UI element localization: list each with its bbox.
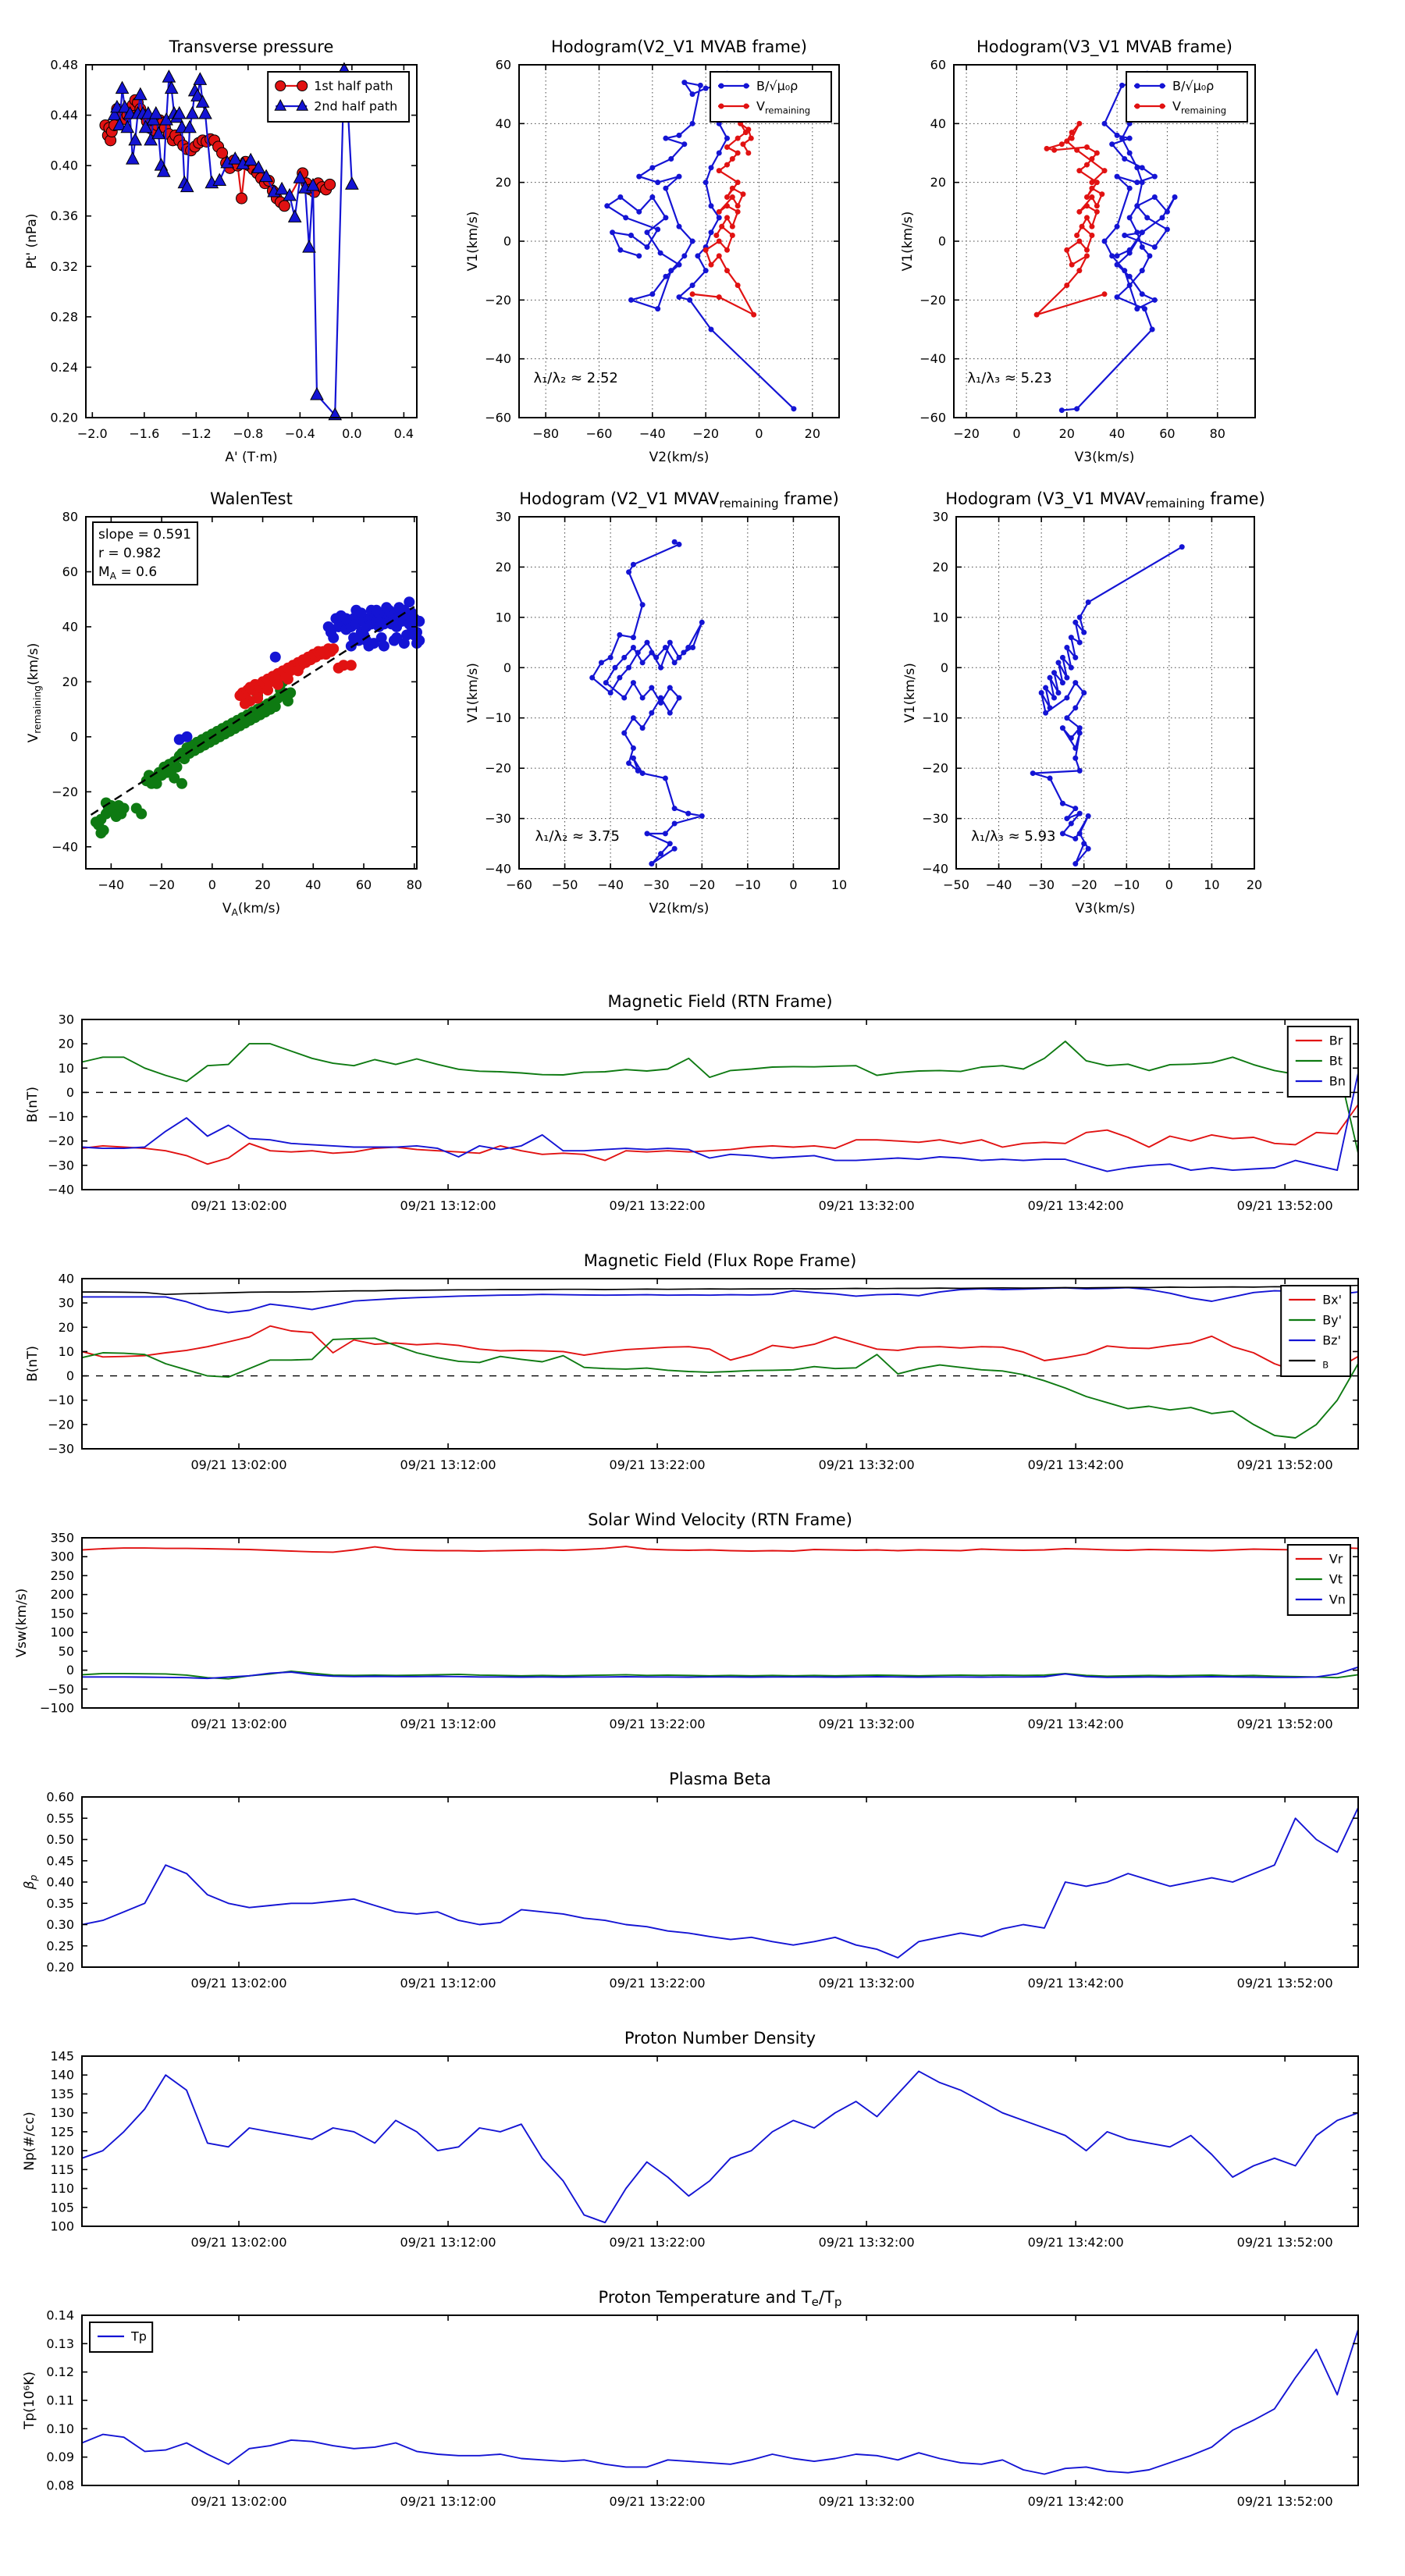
y-tick-label: 0.40 — [46, 1874, 74, 1890]
x-tick-label: 20 — [254, 877, 271, 892]
x-tick-label: 0 — [1165, 877, 1173, 892]
y-tick-label: −50 — [48, 1681, 74, 1697]
x-tick-label: −10 — [1113, 877, 1140, 892]
y-tick-label: 0.20 — [46, 1959, 74, 1975]
x-tick-label: 09/21 13:52:00 — [1236, 1457, 1333, 1472]
chart-title: Solar Wind Velocity (RTN Frame) — [588, 1510, 852, 1529]
y-tick-label: 20 — [62, 674, 78, 689]
x-axis-label: V3(km/s) — [1074, 450, 1135, 465]
chart-title: Hodogram (V2_V1 MVAVremaining frame) — [519, 489, 839, 511]
chart-title: Proton Number Density — [624, 2029, 816, 2048]
x-tick-label: 09/21 13:42:00 — [1027, 1198, 1124, 1213]
y-tick-label: 60 — [62, 564, 78, 579]
y-tick-label: 30 — [58, 1012, 74, 1027]
legend-label: Vt — [1329, 1571, 1343, 1587]
y-tick-label: −20 — [485, 760, 511, 776]
y-axis-label: V1(km/s) — [465, 211, 481, 272]
y-tick-label: 0.36 — [50, 208, 78, 224]
y-tick-label: 60 — [495, 57, 511, 73]
x-tick-label: −40 — [597, 877, 624, 892]
x-tick-label: 09/21 13:02:00 — [190, 2235, 287, 2250]
y-tick-label: 0.32 — [50, 258, 78, 274]
y-tick-label: 100 — [50, 2218, 74, 2234]
x-tick-label: 60 — [1159, 426, 1176, 441]
x-tick-label: 09/21 13:42:00 — [1027, 2494, 1124, 2509]
x-tick-label: 09/21 13:32:00 — [818, 2235, 915, 2250]
y-tick-label: 125 — [50, 2124, 74, 2140]
y-tick-label: 120 — [50, 2143, 74, 2158]
y-tick-label: 0.45 — [46, 1853, 74, 1869]
y-tick-label: 0.13 — [46, 2336, 74, 2351]
legend-label: $V_{remaining}$ — [756, 98, 811, 116]
y-tick-label: 0 — [937, 233, 946, 249]
y-tick-label: 0.50 — [46, 1832, 74, 1847]
y-tick-label: −30 — [48, 1158, 74, 1173]
x-tick-label: −0.8 — [233, 426, 264, 441]
y-axis-label: Pt' (nPa) — [24, 213, 40, 269]
legend-label: $V_{remaining}$ — [1172, 98, 1227, 116]
x-tick-label: 80 — [1209, 426, 1225, 441]
x-tick-label: −1.6 — [129, 426, 160, 441]
legend — [268, 72, 409, 122]
x-tick-label: 09/21 13:22:00 — [609, 1198, 706, 1213]
y-tick-label: 20 — [930, 175, 946, 190]
legend-label: Bz' — [1322, 1332, 1341, 1348]
y-tick-label: 100 — [50, 1624, 74, 1640]
legend — [1288, 1026, 1350, 1097]
x-tick-label: 09/21 13:12:00 — [400, 2235, 496, 2250]
x-tick-label: 20 — [1246, 877, 1263, 892]
x-tick-label: 09/21 13:32:00 — [818, 2494, 915, 2509]
x-tick-label: 09/21 13:02:00 — [190, 1198, 287, 1213]
y-tick-label: 0.12 — [46, 2364, 74, 2380]
x-tick-label: −80 — [532, 426, 560, 441]
y-tick-label: 0 — [940, 660, 948, 675]
y-tick-label: 0.28 — [50, 309, 78, 325]
y-tick-label: −20 — [52, 784, 78, 799]
y-axis-label: Tp(10⁶K) — [22, 2371, 37, 2430]
x-tick-label: 0 — [789, 877, 798, 892]
y-tick-label: 0.48 — [50, 57, 78, 73]
y-tick-label: −10 — [922, 710, 948, 726]
y-tick-label: 0.25 — [46, 1938, 74, 1954]
x-tick-label: 09/21 13:42:00 — [1027, 1717, 1124, 1731]
x-tick-label: −20 — [688, 877, 716, 892]
y-tick-label: 250 — [50, 1567, 74, 1583]
y-axis-label: $V_{remaining}(km/s)$ — [26, 642, 43, 743]
stats-line: r = 0.982 — [98, 546, 162, 561]
y-tick-label: −40 — [485, 351, 511, 367]
y-tick-label: 130 — [50, 2105, 74, 2121]
y-tick-label: −20 — [922, 760, 948, 776]
y-tick-label: 105 — [50, 2200, 74, 2215]
y-tick-label: 0.14 — [46, 2307, 74, 2323]
x-tick-label: 20 — [804, 426, 821, 441]
y-tick-label: 40 — [930, 116, 946, 131]
y-tick-label: 10 — [58, 1060, 74, 1076]
y-tick-label: 0.24 — [50, 359, 78, 375]
x-tick-label: 09/21 13:02:00 — [190, 1976, 287, 1991]
y-tick-label: −30 — [485, 811, 511, 827]
x-tick-label: −20 — [148, 877, 175, 892]
y-tick-label: 0.08 — [46, 2478, 74, 2493]
y-tick-label: 10 — [495, 610, 511, 625]
y-tick-label: −60 — [919, 410, 946, 425]
x-tick-label: 09/21 13:12:00 — [400, 2494, 496, 2509]
x-axis-label: V3(km/s) — [1075, 901, 1136, 916]
y-tick-label: −20 — [919, 292, 946, 308]
legend-label: By' — [1322, 1312, 1343, 1328]
y-tick-label: −20 — [48, 1133, 74, 1149]
chart-title: Hodogram (V3_V1 MVAVremaining frame) — [945, 489, 1265, 511]
x-tick-label: 0 — [755, 426, 763, 441]
y-axis-label: B(nT) — [25, 1086, 41, 1123]
y-tick-label: 0.60 — [46, 1789, 74, 1805]
legend-label: B/√μ₀ρ — [1172, 78, 1215, 94]
x-tick-label: 09/21 13:32:00 — [818, 1198, 915, 1213]
y-tick-label: 30 — [58, 1295, 74, 1311]
stats-line: $M_A = 0.6$ — [98, 564, 158, 582]
x-tick-label: 10 — [831, 877, 848, 892]
legend-label: 1st half path — [314, 78, 393, 94]
x-tick-label: 09/21 13:22:00 — [609, 1457, 706, 1472]
chart-title: Hodogram(V3_V1 MVAB frame) — [976, 37, 1232, 56]
y-tick-label: 0.35 — [46, 1895, 74, 1911]
y-tick-label: 110 — [50, 2181, 74, 2197]
x-tick-label: 09/21 13:32:00 — [818, 1457, 915, 1472]
x-tick-label: 09/21 13:22:00 — [609, 2235, 706, 2250]
legend — [1126, 72, 1247, 122]
y-axis-label: Vsw(km/s) — [14, 1588, 30, 1658]
y-tick-label: −20 — [48, 1417, 74, 1432]
x-tick-label: −20 — [953, 426, 980, 441]
y-tick-label: 10 — [932, 610, 948, 625]
x-tick-label: 09/21 13:22:00 — [609, 2494, 706, 2509]
x-tick-label: 09/21 13:22:00 — [609, 1717, 706, 1731]
chart-title: WalenTest — [210, 489, 293, 508]
x-tick-label: 60 — [355, 877, 372, 892]
legend-label: B/√μ₀ρ — [756, 78, 799, 94]
y-axis-label: V1(km/s) — [902, 663, 918, 723]
x-tick-label: 09/21 13:12:00 — [400, 1198, 496, 1213]
x-tick-label: 40 — [1108, 426, 1126, 441]
x-tick-label: −1.2 — [180, 426, 212, 441]
x-tick-label: 09/21 13:22:00 — [609, 1976, 706, 1991]
y-tick-label: 0.44 — [50, 108, 78, 123]
x-tick-label: −60 — [585, 426, 613, 441]
x-tick-label: −10 — [734, 877, 761, 892]
x-tick-label: −50 — [551, 877, 578, 892]
y-tick-label: 0.10 — [46, 2421, 74, 2436]
y-tick-label: −40 — [485, 861, 511, 877]
x-tick-label: 09/21 13:52:00 — [1236, 1976, 1333, 1991]
y-tick-label: −40 — [48, 1182, 74, 1197]
y-tick-label: 30 — [495, 509, 511, 525]
x-tick-label: 09/21 13:32:00 — [818, 1717, 915, 1731]
legend — [1281, 1286, 1350, 1376]
annotation: λ₁/λ₃ ≈ 5.93 — [971, 827, 1056, 845]
legend-label: Bx' — [1322, 1292, 1343, 1308]
chart-title: Magnetic Field (Flux Rope Frame) — [583, 1251, 857, 1270]
x-tick-label: 09/21 13:02:00 — [190, 1457, 287, 1472]
legend — [90, 2322, 152, 2352]
y-tick-label: 40 — [62, 619, 78, 635]
x-tick-label: −30 — [1028, 877, 1055, 892]
x-tick-label: 09/21 13:32:00 — [818, 1976, 915, 1991]
y-tick-label: 200 — [50, 1587, 74, 1603]
y-tick-label: −30 — [922, 811, 948, 827]
y-tick-label: 20 — [58, 1319, 74, 1335]
x-tick-label: 0.4 — [393, 426, 414, 441]
y-axis-label: V1(km/s) — [900, 211, 916, 272]
legend-label: 2nd half path — [314, 98, 398, 114]
y-tick-label: 150 — [50, 1606, 74, 1621]
x-tick-label: 40 — [305, 877, 322, 892]
y-tick-label: 0 — [69, 729, 78, 745]
annotation: λ₁/λ₂ ≈ 2.52 — [533, 369, 618, 386]
y-tick-label: 50 — [58, 1643, 74, 1659]
y-tick-label: 135 — [50, 2086, 74, 2101]
x-tick-label: 09/21 13:52:00 — [1236, 1198, 1333, 1213]
y-tick-label: −40 — [922, 861, 948, 877]
y-tick-label: −40 — [52, 839, 78, 855]
x-tick-label: −40 — [98, 877, 125, 892]
y-tick-label: 0.55 — [46, 1810, 74, 1826]
y-tick-label: −40 — [919, 351, 946, 367]
x-tick-label: −2.0 — [76, 426, 108, 441]
y-tick-label: −10 — [48, 1109, 74, 1125]
legend-label: Tp — [131, 2329, 147, 2344]
stats-line: slope = 0.591 — [98, 527, 191, 543]
y-tick-label: 140 — [50, 2067, 74, 2083]
x-tick-label: −50 — [943, 877, 969, 892]
y-tick-label: −30 — [48, 1441, 74, 1457]
x-tick-label: 09/21 13:12:00 — [400, 1457, 496, 1472]
x-tick-label: 09/21 13:12:00 — [400, 1976, 496, 1991]
y-tick-label: 40 — [495, 116, 511, 131]
x-axis-label: V2(km/s) — [649, 901, 710, 916]
y-axis-label: B(nT) — [25, 1345, 41, 1382]
legend-label: Vn — [1329, 1592, 1346, 1607]
x-tick-label: 80 — [406, 877, 422, 892]
x-tick-label: 09/21 13:42:00 — [1027, 2235, 1124, 2250]
x-tick-label: −60 — [506, 877, 532, 892]
y-tick-label: −20 — [485, 292, 511, 308]
legend — [1288, 1545, 1350, 1615]
y-tick-label: 350 — [50, 1530, 74, 1546]
x-axis-label: V2(km/s) — [649, 450, 710, 465]
x-tick-label: 09/21 13:52:00 — [1236, 1717, 1333, 1731]
annotation: λ₁/λ₃ ≈ 5.23 — [967, 369, 1052, 386]
annotation: λ₁/λ₂ ≈ 3.75 — [535, 827, 620, 845]
legend — [710, 72, 831, 122]
y-tick-label: 30 — [932, 509, 948, 525]
y-tick-label: 20 — [58, 1036, 74, 1051]
y-axis-label: $\beta_p$ — [22, 1874, 39, 1890]
x-tick-label: 10 — [1204, 877, 1220, 892]
y-tick-label: 0.40 — [50, 158, 78, 173]
y-tick-label: 60 — [930, 57, 946, 73]
y-tick-label: 20 — [495, 559, 511, 575]
chart-title: Transverse pressure — [169, 37, 334, 56]
y-tick-label: 40 — [58, 1271, 74, 1286]
x-tick-label: 09/21 13:02:00 — [190, 1717, 287, 1731]
y-tick-label: 20 — [932, 559, 948, 575]
y-tick-label: 80 — [62, 509, 78, 525]
y-tick-label: −100 — [40, 1700, 74, 1716]
y-tick-label: 0 — [503, 660, 511, 675]
legend-label: Bn — [1329, 1073, 1346, 1089]
x-tick-label: 09/21 13:42:00 — [1027, 1457, 1124, 1472]
x-tick-label: 0 — [208, 877, 216, 892]
y-tick-label: 115 — [50, 2161, 74, 2177]
y-tick-label: 145 — [50, 2048, 74, 2064]
x-tick-label: 09/21 13:42:00 — [1027, 1976, 1124, 1991]
chart-title: Hodogram(V2_V1 MVAB frame) — [551, 37, 807, 56]
y-tick-label: 0.30 — [46, 1917, 74, 1932]
y-axis-label: Np(#/cc) — [22, 2112, 37, 2171]
y-tick-label: 300 — [50, 1549, 74, 1564]
x-tick-label: 09/21 13:12:00 — [400, 1717, 496, 1731]
x-axis-label: $V_A(km/s)$ — [222, 901, 281, 918]
x-tick-label: 0 — [1012, 426, 1021, 441]
x-tick-label: −40 — [638, 426, 666, 441]
x-tick-label: −30 — [642, 877, 670, 892]
x-tick-label: 09/21 13:52:00 — [1236, 2235, 1333, 2250]
x-tick-label: 09/21 13:02:00 — [190, 2494, 287, 2509]
y-tick-label: 0 — [66, 1368, 74, 1384]
x-tick-label: 0.0 — [342, 426, 362, 441]
y-axis-label: V1(km/s) — [465, 663, 481, 723]
y-tick-label: 0.09 — [46, 2450, 74, 2465]
y-tick-label: 0.11 — [46, 2393, 74, 2408]
x-tick-label: −0.4 — [284, 426, 315, 441]
legend-label: Vr — [1329, 1551, 1343, 1567]
y-tick-label: 10 — [58, 1343, 74, 1359]
y-tick-label: 20 — [495, 175, 511, 190]
y-tick-label: −60 — [485, 410, 511, 425]
x-tick-label: −40 — [985, 877, 1012, 892]
y-tick-label: 0 — [66, 1663, 74, 1678]
chart-title: Magnetic Field (RTN Frame) — [607, 992, 833, 1011]
legend-label: Br — [1329, 1033, 1343, 1048]
x-axis-label: A' (T·m) — [225, 450, 278, 465]
chart-title: Proton Temperature and Te/Tp — [598, 2288, 842, 2309]
x-tick-label: 20 — [1058, 426, 1075, 441]
y-tick-label: −10 — [485, 710, 511, 726]
x-tick-label: −20 — [1070, 877, 1097, 892]
y-tick-label: 0.20 — [50, 410, 78, 425]
legend-label: B — [1322, 1359, 1329, 1371]
y-tick-label: 0 — [66, 1084, 74, 1100]
x-tick-label: −20 — [692, 426, 720, 441]
legend-label: Bt — [1329, 1053, 1343, 1069]
x-tick-label: 09/21 13:52:00 — [1236, 2494, 1333, 2509]
chart-title: Plasma Beta — [669, 1770, 771, 1788]
y-tick-label: 0 — [503, 233, 511, 249]
y-tick-label: −10 — [48, 1393, 74, 1408]
